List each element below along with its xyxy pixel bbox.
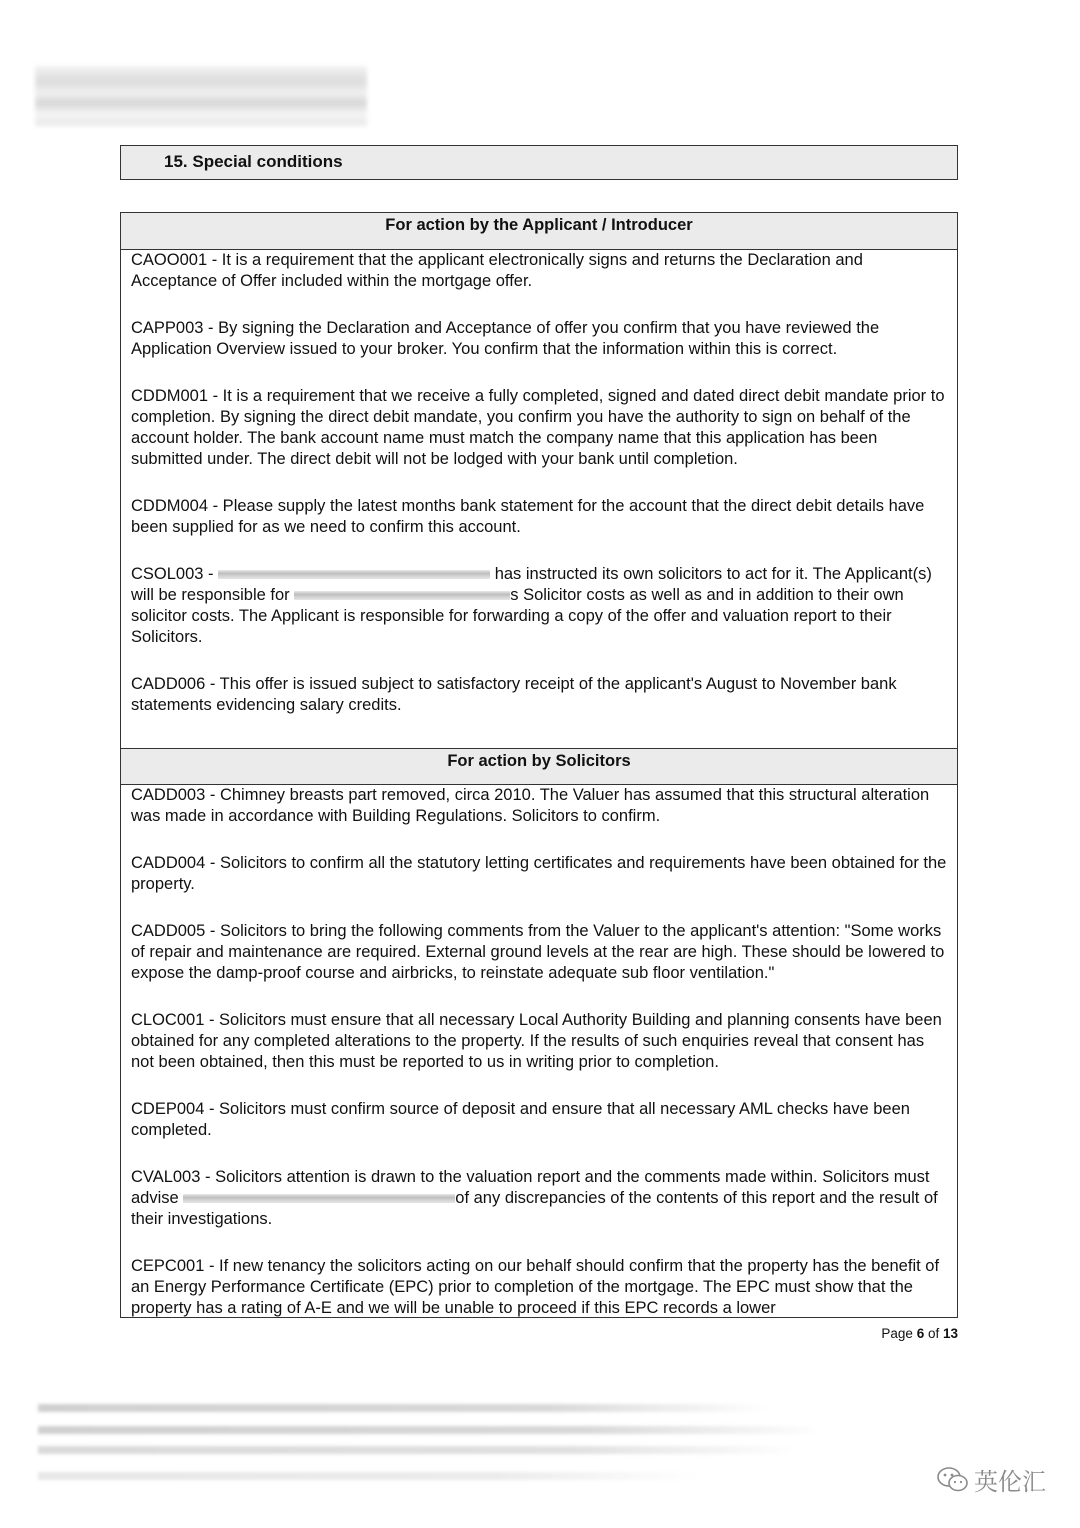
condition-item: CAPP003 - By signing the Declaration and Acceptance of offer you confirm that you have reviewed the Application Overview issued to your broker. You confirm that the information within this is correct. [131, 319, 880, 358]
condition-item: CAOO001 - It is a requirement that the applicant electronically signs and returns the Declaration and Acceptance of Offer included within the mortgage offer. [131, 251, 863, 290]
condition-item: CDDM001 - It is a requirement that we receive a fully completed, signed and dated direct debit mandate prior to completion. By signing the direct debit mandate, you confirm you have the authority to sign on behalf of the account holder. The bank account name must match the company name that this application has been submitted under. The direct debit will not be lodged with your bank until completion. [131, 387, 945, 468]
page-total: 13 [942, 1326, 958, 1341]
cval-text-1: CVAL003 - Solicitors attention is drawn to the valuation report and the comments made within. Solicitors must advise [131, 1168, 930, 1207]
csol-text-1: CSOL003 - [131, 565, 219, 583]
condition-item: CDEP004 - Solicitors must confirm source of deposit and ensure that all necessary AML checks have been completed. [131, 1100, 910, 1139]
condition-item: CADD006 - This offer is issued subject to satisfactory receipt of the applicant's August to November bank statements evidencing salary credits. [131, 675, 897, 714]
solicitors-group-body [121, 785, 957, 1318]
cval-text-2: of any discrepancies of the contents of this report and the result of their investigations. [131, 1189, 938, 1228]
section-header [120, 145, 958, 180]
applicant-group-body [121, 250, 957, 748]
page-of: of [924, 1326, 943, 1341]
applicant-group-heading: For action by the Applicant / Introducer [121, 213, 957, 250]
condition-item-cval003 [131, 1167, 947, 1230]
condition-item: CEPC001 - If new tenancy the solicitors acting on our behalf should confirm that the property has the benefit of an Energy Performance Certificate (EPC) prior to completion of the mortgage. The EPC must show that the property has a rating of A-E and we will be unable to proceed if this EPC records a lower [131, 1257, 940, 1317]
csol-text-2: has instructed its own solicitors to act for it. The Applicant(s) will be responsible for [131, 565, 932, 604]
csol-text-3: s Solicitor costs as well as and in addition to their own solicitor costs. The Applicant is responsible for forwarding a copy of the offer and valuation report to their Solicitors. [131, 586, 904, 646]
redacted-name [218, 570, 490, 579]
condition-item: CDDM004 - Please supply the latest months bank statement for the account that the direct debit details have been supplied for as we need to confirm this account. [131, 497, 925, 536]
condition-item-csol003 [131, 564, 947, 648]
redacted-name [294, 591, 510, 600]
footer-stripe [38, 1446, 798, 1454]
conditions-table [120, 212, 958, 1318]
watermark-text: 英伦汇 [974, 1469, 1046, 1496]
condition-item: CADD004 - Solicitors to confirm all the statutory letting certificates and requirements have been obtained for the property. [131, 854, 947, 893]
footer-stripe [38, 1472, 698, 1480]
redacted-name [183, 1194, 455, 1203]
wechat-icon [936, 1465, 970, 1495]
section-title-text: Special conditions [192, 152, 343, 171]
section-title [164, 152, 343, 172]
condition-item: CADD005 - Solicitors to bring the following comments from the Valuer to the applicant's attention: "Some works of repair and maintenance are required. External ground levels at the rear are high. These should be lowered to expose the damp-proof course and airbricks, to reinstate adequate sub floor ventilation." [131, 922, 945, 982]
header-logo-blur [35, 66, 367, 126]
condition-item: CADD003 - Chimney breasts part removed, circa 2010. The Valuer has assumed that this structural alteration was made in accordance with Building Regulations. Solicitors to confirm. [131, 786, 930, 825]
page-number [881, 1326, 958, 1341]
footer-stripe [38, 1426, 823, 1434]
solicitors-group-heading: For action by Solicitors [121, 748, 957, 785]
condition-item: CLOC001 - Solicitors must ensure that all necessary Local Authority Building and planning consents have been obtained for any completed alterations to the property. If the results of such enquiries reveal that consent has not been obtained, then this must be reported to us in writing prior to completion. [131, 1011, 942, 1071]
watermark [936, 1462, 1046, 1497]
footer-stripe [38, 1404, 768, 1412]
page-current: 6 [916, 1326, 925, 1341]
section-number: 15. [164, 152, 188, 171]
page-label: Page [881, 1326, 917, 1341]
